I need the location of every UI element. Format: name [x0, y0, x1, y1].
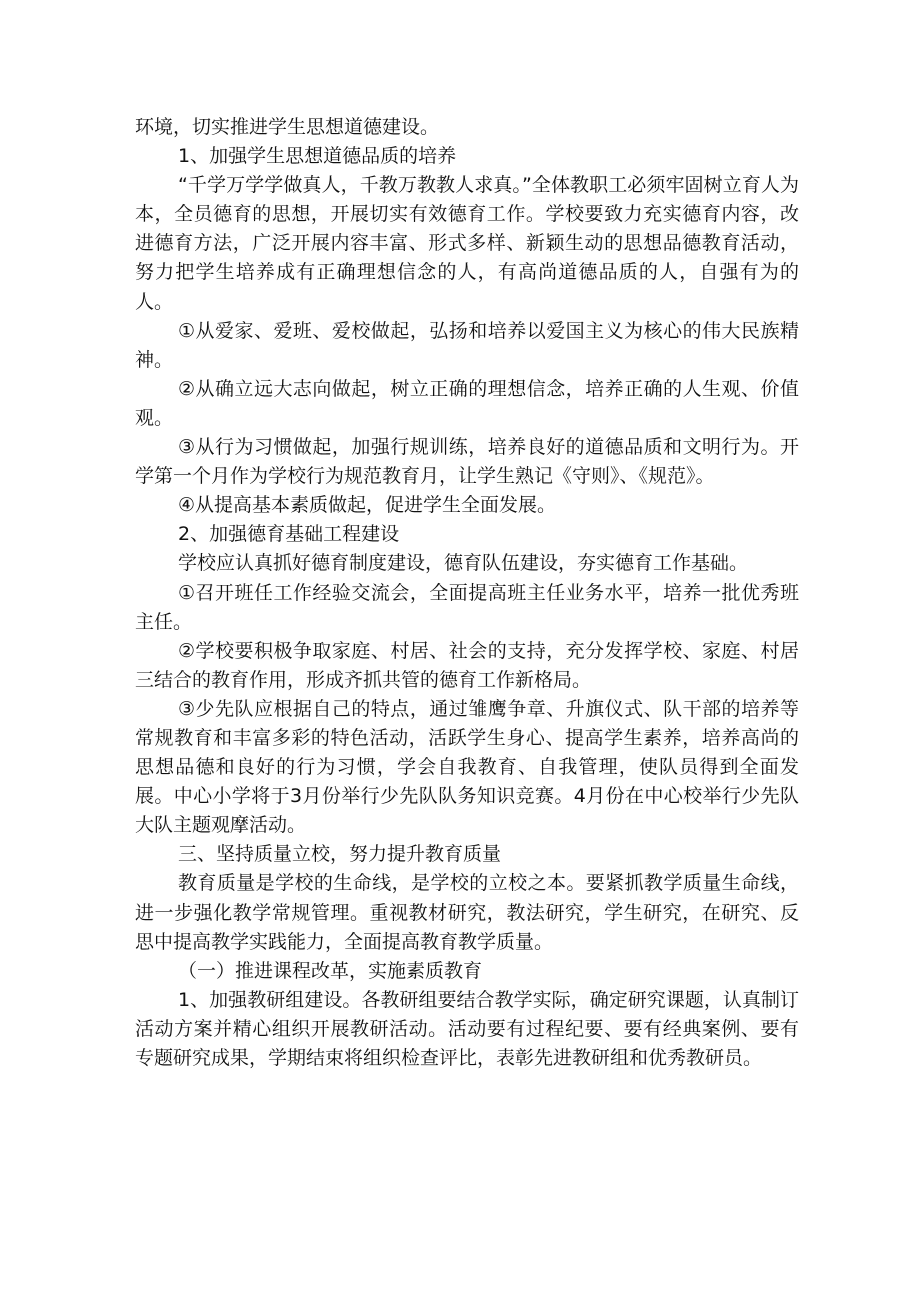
paragraph: “千学万学学做真人，千教万教教人求真。”全体教职工必须牢固树立育人为本，全员德育的思想，开展切实有效德育工作。学校要致力充实德育内容，改进德育方法，广泛开展内容丰富、形式多样、新颖生动的思想品德教育活动，努力把学生培养成有正确理想信念的人，有高尚道德品质的人，自强有为的人。 — [135, 174, 799, 313]
section-heading: 三、坚持质量立校，努力提升教育质量 — [178, 843, 502, 866]
document-body — [135, 113, 799, 1073]
list-item: ②从确立远大志向做起，树立正确的理想信念，培养正确的人生观、价值观。 — [135, 377, 799, 429]
list-item: ③从行为习惯做起，加强行规训练，培养良好的道德品质和文明行为。开学第一个月作为学校行为规范教育月，让学生熟记《守则》、《规范》。 — [135, 436, 799, 488]
list-item: ④从提高基本素质做起，促进学生全面发展。 — [178, 494, 557, 517]
section-heading: （一）推进课程改革，实施素质教育 — [178, 959, 483, 982]
list-item: ①召开班任工作经验交流会，全面提高班主任业务水平，培养一批优秀班主任。 — [135, 581, 799, 633]
section-heading: 1、加强学生思想道德品质的培养 — [178, 145, 457, 168]
paragraph: 教育质量是学校的生命线，是学校的立校之本。要紧抓教学质量生命线，进一步强化教学常规管理。重视教材研究，教法研究，学生研究，在研究、反思中提高教学实践能力，全面提高教育教学质量。 — [135, 872, 799, 953]
list-item: ③少先队应根据自己的特点，通过雏鹰争章、升旗仪式、队干部的培养等常规教育和丰富多彩的特色活动，活跃学生身心、提高学生素养，培养高尚的思想品德和良好的行为习惯，学会自我教育、自我管理，使队员得到全面发展。中心小学将于3月份举行少先队队务知识竞赛。4月份在中心校举行少先队大队主题观摩活动。 — [135, 697, 799, 837]
paragraph: 环境，切实推进学生思想道德建设。 — [135, 116, 440, 138]
paragraph: 学校应认真抓好德育制度建设，德育队伍建设，夯实德育工作基础。 — [178, 552, 749, 575]
paragraph: 1、加强教研组建设。各教研组要结合教学实际，确定研究课题，认真制订活动方案并精心组织开展教研活动。活动要有过程纪要、要有经典案例、要有专题研究成果，学期结束将组织检查评比，表彰先进教研组和优秀教研员。 — [135, 988, 799, 1069]
section-heading: 2、加强德育基础工程建设 — [178, 523, 400, 546]
list-item: ②学校要积极争取家庭、村居、社会的支持，充分发挥学校、家庭、村居三结合的教育作用，形成齐抓共管的德育工作新格局。 — [135, 639, 799, 691]
list-item: ①从爱家、爱班、爱校做起，弘扬和培养以爱国主义为核心的伟大民族精神。 — [135, 319, 799, 371]
